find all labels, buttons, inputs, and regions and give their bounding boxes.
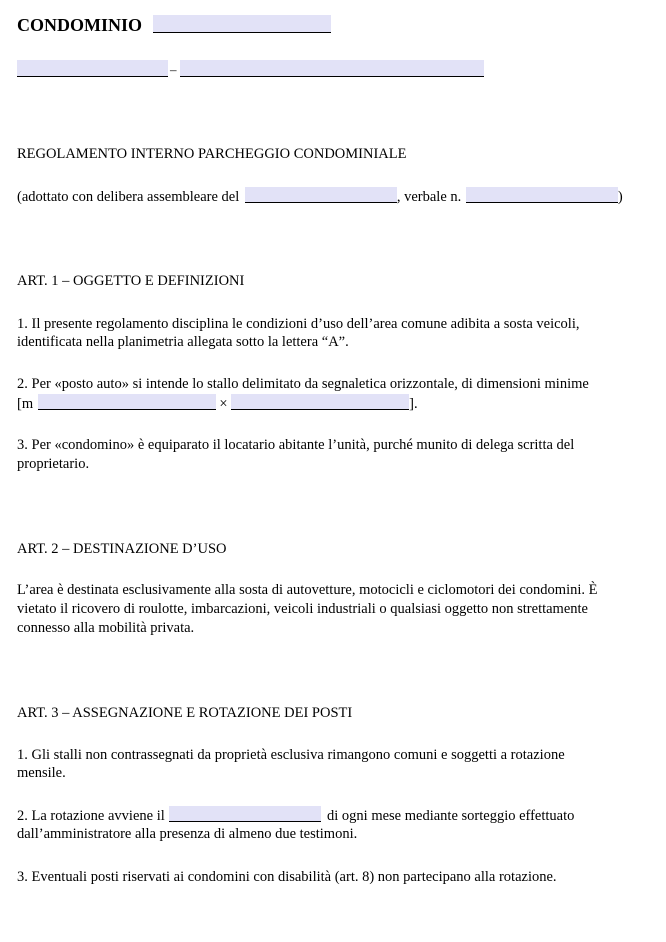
dimension-prefix: [m	[17, 396, 34, 412]
condominio-label: CONDOMINIO	[17, 15, 142, 35]
art1-p2-line1: 2. Per «posto auto» si intende lo stallo delimitato da segnaletica orizzontale, di dimensioni minime	[17, 376, 589, 392]
adoption-suffix: )	[617, 189, 623, 205]
art3-p3: 3. Eventuali posti riservati ai condomini con disabilità (art. 8) non partecipano alla rotazione.	[17, 869, 557, 885]
rotation-day-field[interactable]	[169, 806, 321, 822]
condominio-heading	[17, 14, 331, 36]
adoption-line	[17, 187, 623, 206]
art2-p-line1: L’area è destinata esclusivamente alla sosta di autovetture, motocicli e ciclomotori dei condomini. È	[17, 582, 598, 598]
art2-p-line3: connesso alla mobilità privata.	[17, 620, 195, 636]
art1-p3-line1: 3. Per «condomino» è equiparato il locatario abitante l’unità, purché munito di delega scritta del	[17, 437, 575, 453]
art3-p1-line1: 1. Gli stalli non contrassegnati da proprietà esclusiva rimangono comuni e soggetti a rotazione	[17, 747, 565, 763]
art1-p3-line2: proprietario.	[17, 456, 90, 472]
address-field[interactable]	[17, 60, 168, 77]
art2-p-line2: vietato il ricovero di roulotte, imbarcazioni, veicoli industriali o qualsiasi oggetto non strettamente	[17, 601, 588, 617]
condominio-name-field[interactable]	[153, 15, 331, 33]
art3-heading: ART. 3 – ASSEGNAZIONE E ROTAZIONE DEI POSTI	[17, 705, 353, 721]
art3-p2-line2: dall’amministratore alla presenza di almeno due testimoni.	[17, 826, 358, 842]
address-dash: –	[170, 62, 177, 77]
art1-p1-line1: 1. Il presente regolamento disciplina le condizioni d’uso dell’area comune adibita a sosta veicoli,	[17, 316, 580, 332]
adoption-mid: , verbale n.	[396, 189, 462, 205]
rotation-suffix: di ogni mese mediante sorteggio effettuato	[327, 808, 575, 824]
dimension-width-field[interactable]	[38, 394, 216, 410]
art2-heading: ART. 2 – DESTINAZIONE D’USO	[17, 541, 227, 557]
document-title: REGOLAMENTO INTERNO PARCHEGGIO CONDOMINIALE	[17, 146, 407, 162]
verbale-number-field[interactable]	[466, 187, 618, 203]
art1-p1-line2: identificata nella planimetria allegata sotto la lettera “A”.	[17, 334, 349, 350]
art3-p2-line1	[17, 806, 574, 825]
rotation-prefix: 2. La rotazione avviene il	[17, 808, 165, 824]
dimension-times: ×	[219, 396, 228, 412]
delibera-date-field[interactable]	[245, 187, 397, 203]
adoption-prefix: (adottato con delibera assembleare del	[17, 189, 240, 205]
art3-p1-line2: mensile.	[17, 765, 66, 781]
dimension-suffix: ].	[409, 396, 418, 412]
art1-heading: ART. 1 – OGGETTO E DEFINIZIONI	[17, 273, 245, 289]
dimension-length-field[interactable]	[231, 394, 409, 410]
art1-p2-line2	[17, 394, 418, 413]
city-field[interactable]	[180, 60, 484, 77]
